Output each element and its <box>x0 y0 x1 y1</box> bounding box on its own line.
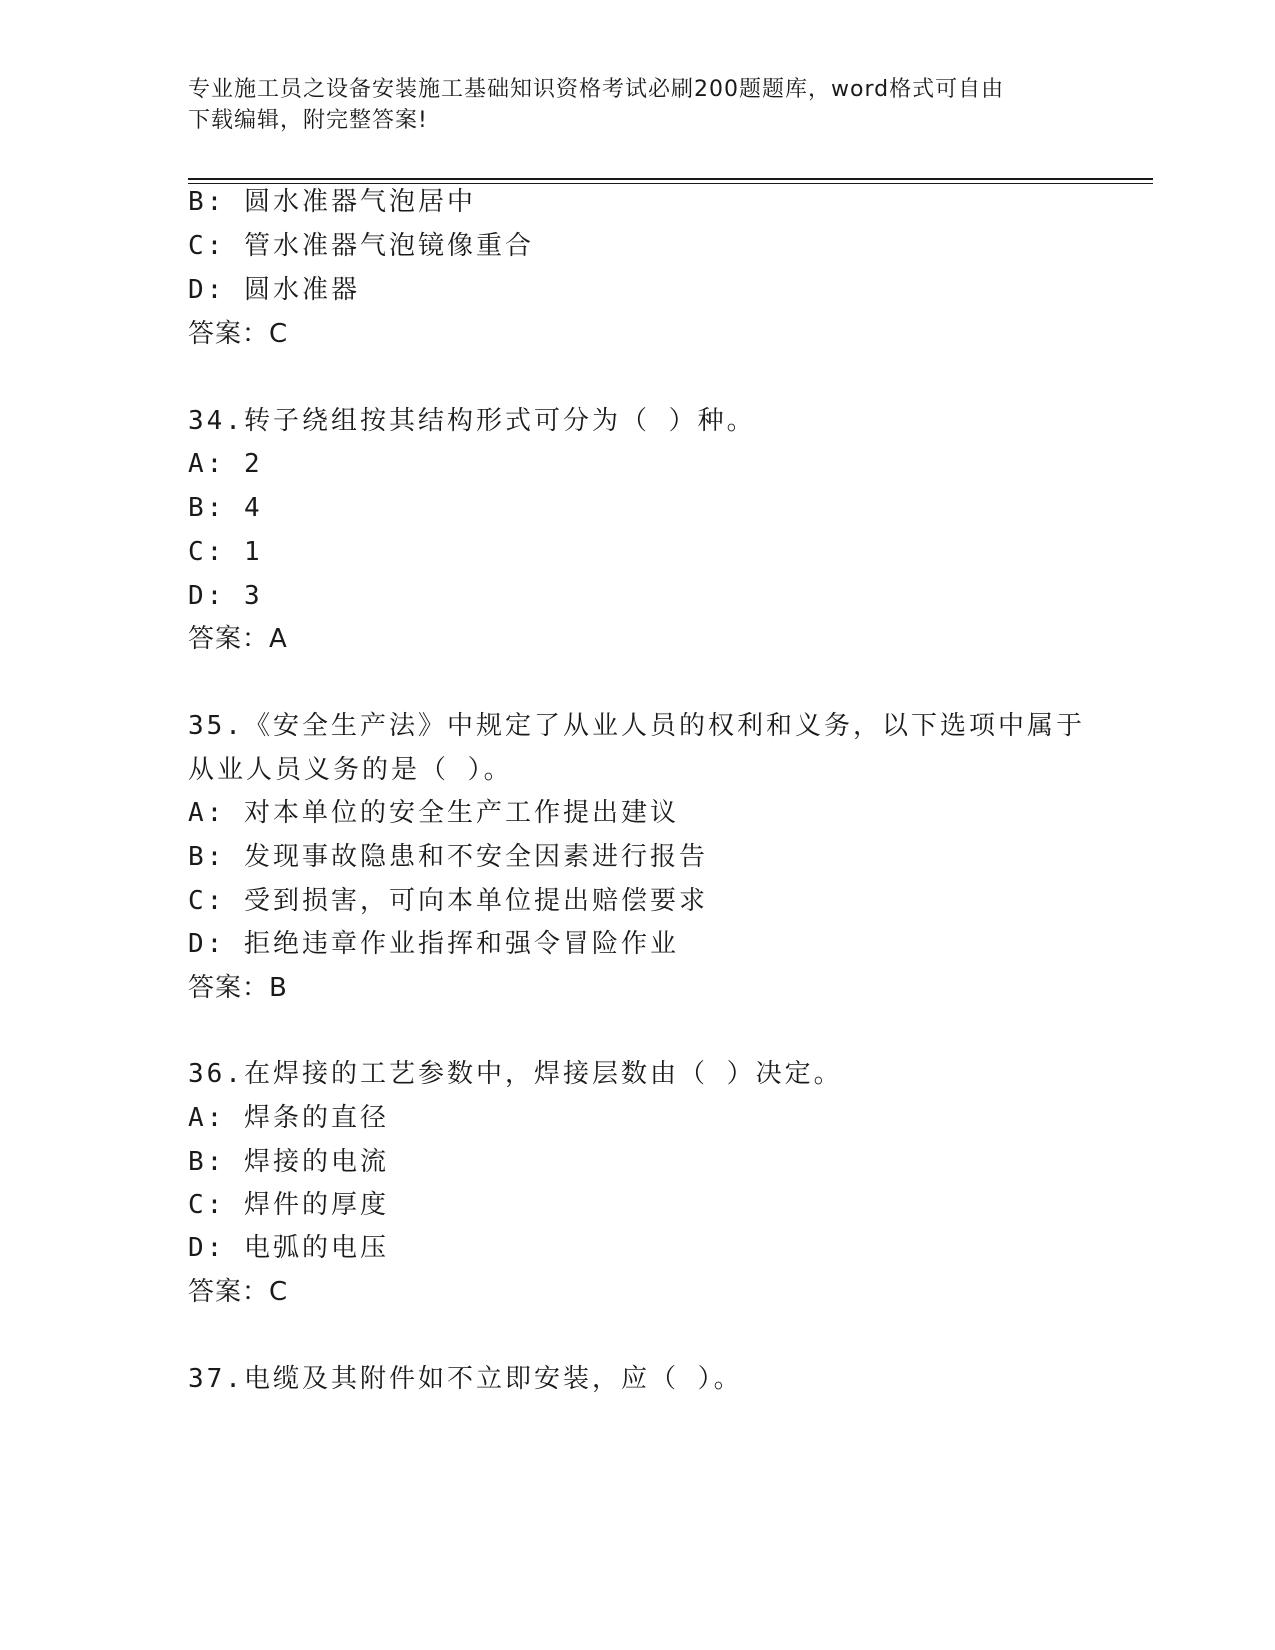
q35-stem-line-1: 35.《安全生产法》中规定了从业人员的权利和义务，以下选项中属于 <box>188 711 1085 741</box>
document-header <box>188 74 1088 136</box>
q35-option-c: C: 受到损害，可向本单位提出赔偿要求 <box>188 886 708 916</box>
q36-answer: 答案：C <box>188 1277 289 1307</box>
q35-option-d: D: 拒绝违章作业指挥和强令冒险作业 <box>188 929 679 959</box>
q36-option-c: C: 焊件的厚度 <box>188 1190 389 1220</box>
header-divider-thick <box>188 178 1153 180</box>
q34-option-d: D: 3 <box>188 581 263 611</box>
prev-question-answer: 答案：C <box>188 319 289 349</box>
q35-option-a: A: 对本单位的安全生产工作提出建议 <box>188 798 679 828</box>
q34-option-c: C: 1 <box>188 537 263 567</box>
q36-stem: 36.在焊接的工艺参数中，焊接层数由（ ）决定。 <box>188 1059 843 1089</box>
header-title-line-1: 专业施工员之设备安装施工基础知识资格考试必刷200题题库，word格式可自由 <box>188 77 1005 102</box>
prev-question-option-d: D: 圆水准器 <box>188 275 360 305</box>
q36-option-d: D: 电弧的电压 <box>188 1233 389 1263</box>
q35-answer: 答案：B <box>188 973 288 1003</box>
q34-option-b: B: 4 <box>188 493 263 523</box>
q35-option-b: B: 发现事故隐患和不安全因素进行报告 <box>188 842 708 872</box>
prev-question-option-b: B: 圆水准器气泡居中 <box>188 187 476 217</box>
q36-option-a: A: 焊条的直径 <box>188 1103 389 1133</box>
prev-question-option-c: C: 管水准器气泡镜像重合 <box>188 231 534 261</box>
q34-stem: 34.转子绕组按其结构形式可分为（ ）种。 <box>188 406 756 436</box>
q34-answer: 答案：A <box>188 624 288 654</box>
header-title-line-2: 下载编辑，附完整答案! <box>188 108 428 133</box>
q34-option-a: A: 2 <box>188 449 263 479</box>
q35-stem-line-2: 从业人员义务的是（ ）。 <box>188 755 513 785</box>
q37-stem: 37.电缆及其附件如不立即安装，应（ ）。 <box>188 1364 743 1394</box>
header-divider-thin <box>188 183 1153 184</box>
q36-option-b: B: 焊接的电流 <box>188 1147 389 1177</box>
